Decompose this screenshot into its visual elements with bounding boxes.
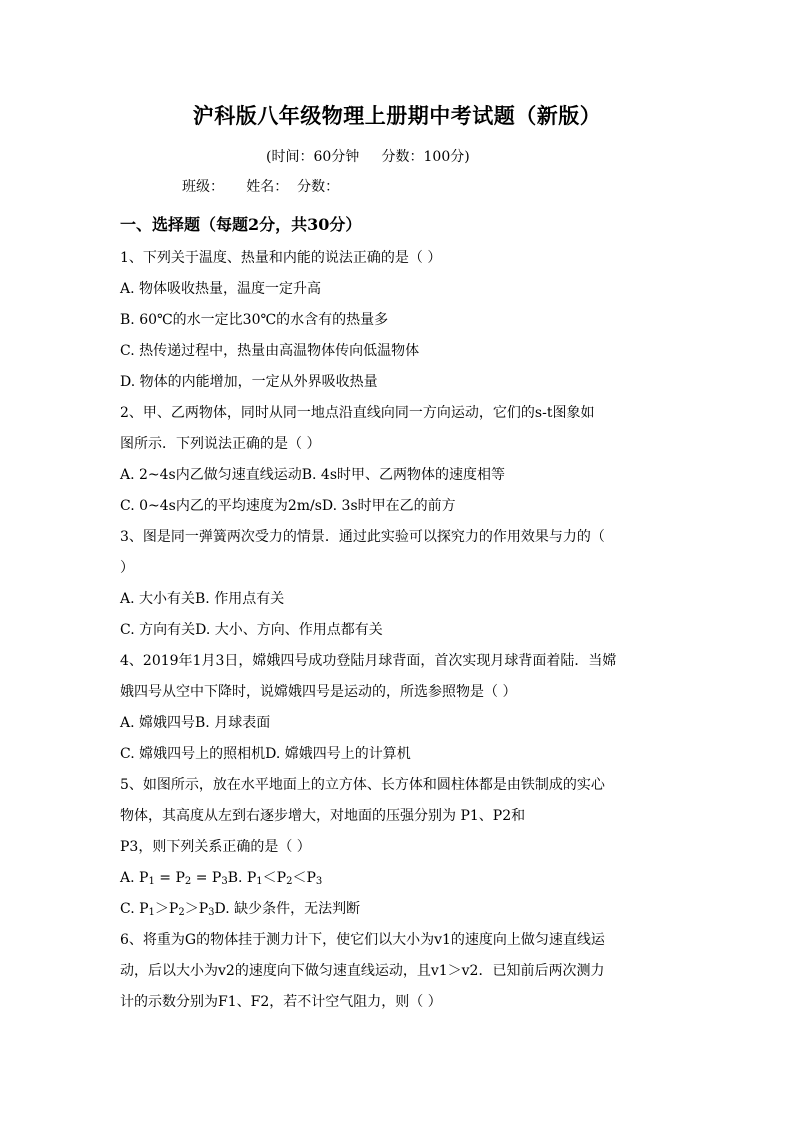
text-line: A. 嫦娥四号B. 月球表面 xyxy=(120,715,271,731)
question-list xyxy=(120,243,680,1018)
subscript: 1 xyxy=(148,876,155,887)
subscript: 2 xyxy=(286,876,293,887)
text-line: 6、将重为G的物体挂于测力计下，使它们以大小为v1的速度向上做匀速直线运 xyxy=(120,932,605,948)
text-line: C. 热传递过程中，热量由高温物体传向低温物体 xyxy=(120,343,420,359)
text-line: ） xyxy=(120,560,134,576)
text-fragment: ＜P xyxy=(292,870,316,886)
text-fragment: = P xyxy=(191,870,222,886)
subscript: 3 xyxy=(315,876,323,887)
subscript: 2 xyxy=(184,876,192,887)
q5-options-ab xyxy=(120,863,680,894)
text-fragment: ＜P xyxy=(262,870,287,886)
text-line: P3，则下列关系正确的是（ ） xyxy=(120,839,311,855)
text-fragment: ＞P xyxy=(184,901,209,917)
text-line: 图所示．下列说法正确的是（ ） xyxy=(120,436,321,452)
subscript: 1 xyxy=(148,907,155,918)
text-line: 4、2019年1月3日，嫦娥四号成功登陆月球背面，首次实现月球背面着陆．当嫦 xyxy=(120,653,617,669)
text-line: A. 大小有关B. 作用点有关 xyxy=(120,591,285,607)
text-line: 1、下列关于温度、热量和内能的说法正确的是（ ） xyxy=(120,250,442,266)
text-line: 物体，其高度从左到右逐步增大，对地面的压强分别为 P1、P2和 xyxy=(120,808,526,824)
text-fragment: D. 缺少条件，无法判断 xyxy=(214,901,361,917)
text-line: 3、图是同一弹簧两次受力的情景．通过此实验可以探究力的作用效果与力的（ xyxy=(120,529,605,545)
text-line: 5、如图所示，放在水平地面上的立方体、长方体和圆柱体都是由铁制成的实心 xyxy=(120,777,605,793)
text-line: B. 60℃的水一定比30℃的水含有的热量多 xyxy=(120,312,389,328)
text-line: 计的示数分别为F1、F2，若不计空气阻力，则（ ） xyxy=(120,994,442,1010)
text-fragment: A. P xyxy=(120,870,149,886)
subscript: 3 xyxy=(208,907,215,918)
exam-time-score: (时间：60分钟 分数：100分) xyxy=(266,149,470,165)
text-line: 动，后以大小为v2的速度向下做匀速直线运动，且v1＞v2．已知前后两次测力 xyxy=(120,963,605,979)
student-info-line: 班级： 姓名： 分数： xyxy=(182,179,340,195)
text-line: 娥四号从空中下降时，说嫦娥四号是运动的，所选参照物是（ ） xyxy=(120,684,517,700)
subscript: 2 xyxy=(178,907,185,918)
q5-options-cd xyxy=(120,894,680,925)
text-fragment: C. P xyxy=(120,901,149,917)
section-heading: 一、选择题（每题2分，共30分） xyxy=(120,215,362,234)
text-line: A. 物体吸收热量，温度一定升高 xyxy=(120,281,322,297)
text-line: C. 0~4s内乙的平均速度为2m/sD. 3s时甲在乙的前方 xyxy=(120,498,456,514)
text-fragment: ＞P xyxy=(154,901,179,917)
exam-title: 沪科版八年级物理上册期中考试题（新版） xyxy=(192,103,602,128)
text-line: C. 方向有关D. 大小、方向、作用点都有关 xyxy=(120,622,383,638)
text-fragment: = P xyxy=(154,870,185,886)
text-line: D. 物体的内能增加，一定从外界吸收热量 xyxy=(120,374,378,390)
subscript: 3 xyxy=(221,876,228,887)
text-fragment: B. P xyxy=(227,870,257,886)
subscript: 1 xyxy=(256,876,263,887)
text-line: 2、甲、乙两物体，同时从同一地点沿直线向同一方向运动，它们的s-t图象如 xyxy=(120,405,595,421)
text-line: A. 2~4s内乙做匀速直线运动B. 4s时甲、乙两物体的速度相等 xyxy=(120,467,506,483)
text-line: C. 嫦娥四号上的照相机D. 嫦娥四号上的计算机 xyxy=(120,746,411,762)
